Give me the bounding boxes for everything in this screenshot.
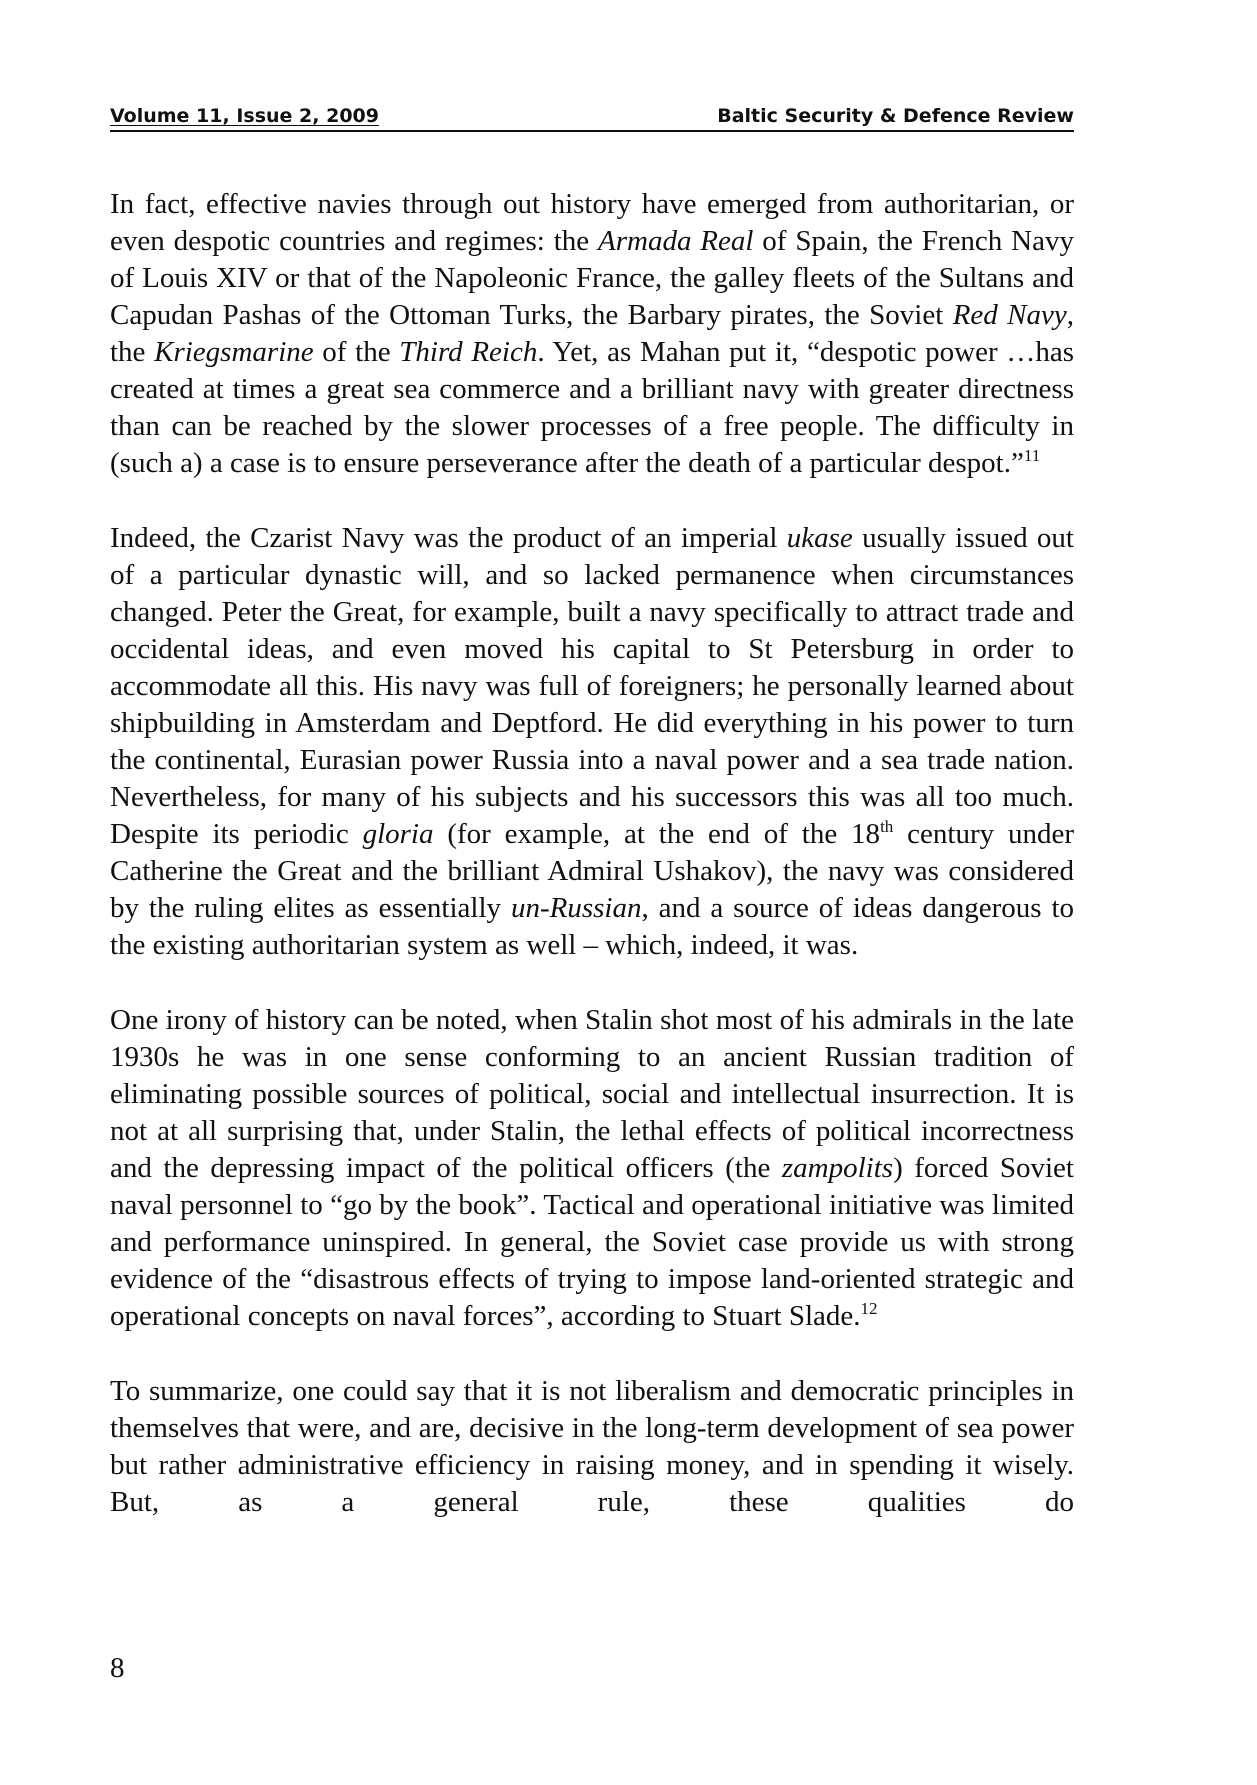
text-run: One irony of history can be noted, when Stalin shot most of his admirals in the late 1930s he was in one sense conforming to an ancient Russian tradition of eliminating possible sources of political, social and intellectual insurrection. It is not at all surprising that, under Stalin, the lethal effects of political incorrectness and the depressing impact of the political officers (the xyxy=(110,1004,1074,1184)
running-header xyxy=(110,100,1074,132)
paragraph xyxy=(110,1002,1074,1335)
text-run: , and a source of ideas dangerous to the existing authoritarian system as well – which, indeed, it was. xyxy=(110,892,1074,961)
italic-text: un-Russian xyxy=(510,892,642,924)
italic-text: Red Navy xyxy=(952,299,1067,331)
paragraph xyxy=(110,1373,1074,1521)
text-run: usually issued out of a particular dynastic will, and so lacked permanence when circumstances changed. Peter the Great, for example, built a navy specifically to attract trade and occidental ideas, and even moved his capital to St Petersburg in order to accommodate all this. His navy was full of foreigners; he personally learned about shipbuilding in Amsterdam and Deptford. He did everything in his power to turn the continental, Eurasian power Russia into a naval power and a sea trade nation. Nevertheless, for many of his subjects and his successors this was all too much. Despite its periodic xyxy=(110,522,1074,850)
text-run: Indeed, the Czarist Navy was the product of an imperial xyxy=(110,522,787,554)
italic-text: zampolits xyxy=(781,1152,894,1184)
italic-text: Third Reich xyxy=(399,336,538,368)
text-run: of Spain, the French Navy of Louis XIV or that of the Napoleonic France, the galley fleets of the Sultans and Capudan Pashas of the Ottoman Turks, the Barbary pirates, the Soviet xyxy=(110,225,1074,331)
journal-volume-issue: Volume 11, Issue 2, 2009 xyxy=(110,105,379,127)
paragraph xyxy=(110,520,1074,964)
text-run: , the xyxy=(110,299,1074,368)
superscript: 11 xyxy=(1023,446,1041,465)
superscript: th xyxy=(880,817,894,836)
paragraph xyxy=(110,186,1074,482)
superscript: 12 xyxy=(860,1299,878,1318)
text-run: of the xyxy=(313,336,400,368)
italic-text: Armada Real xyxy=(598,225,754,257)
text-run: . Yet, as Mahan put it, “despotic power …has created at times a great sea commerce and a brilliant navy with greater directness than can be reached by the slower processes of a free people. The difficulty in (such a) a case is to ensure perseverance after the death of a particular despot.” xyxy=(110,336,1074,479)
article-body xyxy=(110,186,1074,1559)
italic-text: gloria xyxy=(362,818,434,850)
journal-title: Baltic Security & Defence Review xyxy=(717,105,1074,127)
text-run: century under Catherine the Great and the brilliant Admiral Ushakov), the navy was considered by the ruling elites as essentially xyxy=(110,818,1074,924)
italic-text: Kriegsmarine xyxy=(154,336,314,368)
text-run: (for example, at the end of the 18 xyxy=(433,818,881,850)
text-run: ) forced Soviet naval personnel to “go by the book”. Tactical and operational initiative was limited and performance uninspired. In general, the Soviet case provide us with strong evidence of the “disastrous effects of trying to impose land-oriented strategic and operational concepts on naval forces”, according to Stuart Slade. xyxy=(110,1152,1074,1332)
italic-text: ukase xyxy=(786,522,853,554)
text-run: In fact, effective navies through out history have emerged from authoritarian, or even despotic countries and regimes: the xyxy=(110,188,1074,257)
page-number: 8 xyxy=(110,1652,125,1684)
text-run: To summarize, one could say that it is not liberalism and democratic principles in themselves that were, and are, decisive in the long-term development of sea power but rather administrative efficiency in raising money, and in spending it wisely. But, as a general rule, these qualities do xyxy=(110,1375,1074,1518)
